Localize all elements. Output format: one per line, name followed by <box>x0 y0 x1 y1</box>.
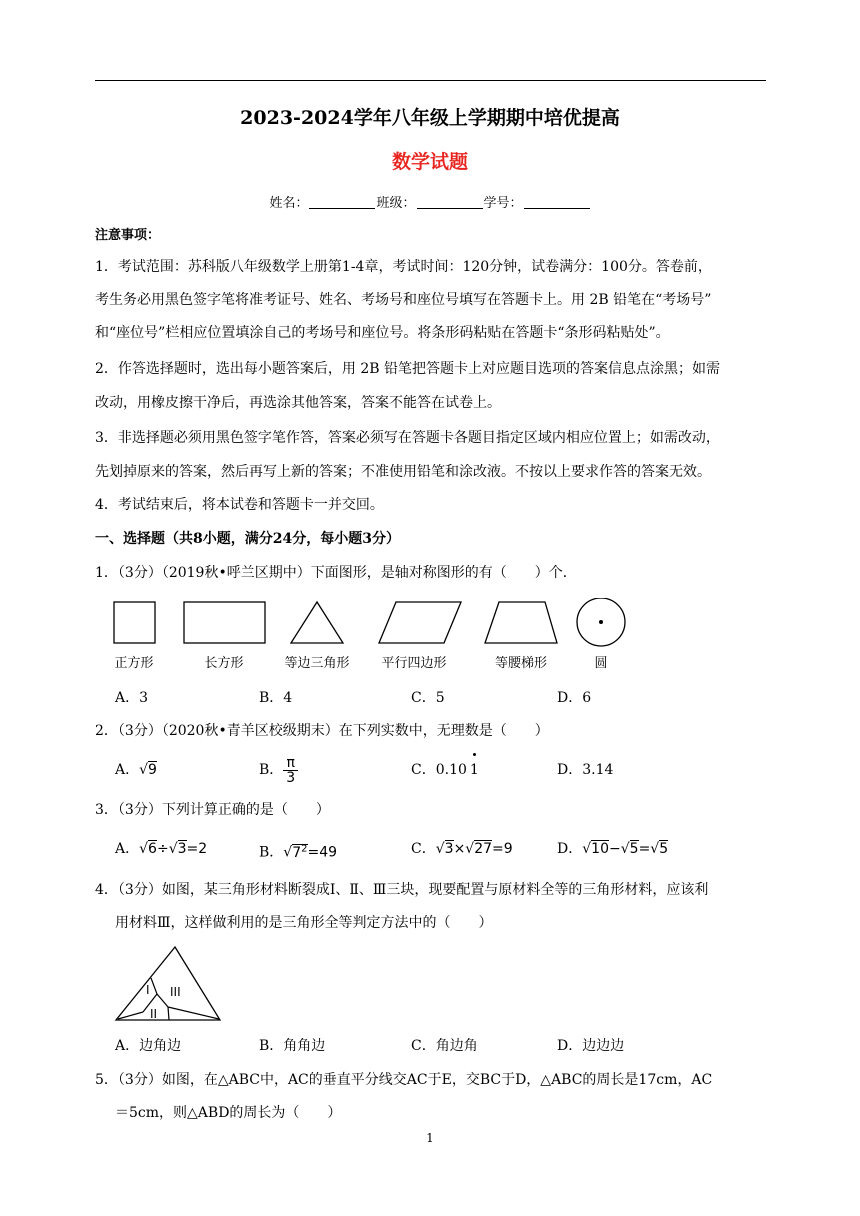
sqrt-symbol: √ <box>435 841 445 857</box>
decimal-value: 0.10 <box>435 762 467 778</box>
sqrt-symbol: √ <box>283 844 293 861</box>
id-blank[interactable] <box>524 196 590 209</box>
square-shape <box>114 602 155 643</box>
notes-line: 先划掉原来的答案，然后再写上新的答案；不准使用铅笔和涂改液。不按以上要求作答的答案无效。 <box>95 464 711 480</box>
radicand: 6 <box>148 841 157 857</box>
notes-line: 改动，用橡皮擦干净后，再选涂其他答案，答案不能答在试卷上。 <box>95 395 501 411</box>
piece-label: II <box>150 1007 158 1021</box>
section-heading: 一、选择题（共8小题，满分24分，每小题3分） <box>95 531 400 547</box>
isosceles-trapezoid-shape <box>485 602 557 643</box>
radicand: 10 <box>591 841 609 857</box>
q4-option-b[interactable]: B．角角边 <box>259 1038 326 1054</box>
rectangle-shape <box>184 602 265 643</box>
q5-stem-line1: 5．（3分）如图，在△ABC中，AC的垂直平分线交AC于E，交BC于D，△ABC的周长是17cm，AC <box>95 1072 713 1088</box>
q3-option-a[interactable] <box>115 839 207 859</box>
q4-option-a[interactable]: A．边角边 <box>115 1038 182 1054</box>
radicand: 3 <box>444 841 454 857</box>
q1-stem: 1．（3分）（2019秋•呼兰区期中）下面图形，是轴对称图形的有（ ）个． <box>95 565 577 581</box>
base: 7 <box>292 844 302 861</box>
q2-option-b[interactable] <box>259 753 298 787</box>
exponent: 2 <box>301 843 308 854</box>
shape-label: 圆 <box>594 656 608 671</box>
page-subtitle: 数学试题 <box>391 151 468 173</box>
shape-label: 正方形 <box>114 656 154 671</box>
q4-stem-line2: 用材料Ⅲ，这样做利用的是三角形全等判定方法中的（ ） <box>115 915 493 931</box>
q1-shapes-figure <box>108 598 638 672</box>
radicand: 9 <box>148 762 157 778</box>
q1-option-d[interactable]: D．6 <box>557 690 592 706</box>
shape-label: 平行四边形 <box>381 656 447 671</box>
radicand: 5 <box>629 841 639 857</box>
q2-option-c[interactable] <box>411 760 479 780</box>
piece-label: III <box>170 985 181 999</box>
q3-option-b[interactable] <box>259 839 337 863</box>
radicand: 27 <box>474 841 493 857</box>
option-label: B． <box>259 762 284 778</box>
option-label: D． <box>557 841 583 857</box>
pi-over-3-fraction <box>283 756 298 785</box>
q1-option-b[interactable]: B．4 <box>259 690 293 706</box>
notes-line: 3．非选择题必须用黑色签字笔作答，答案必须写在答题卡各题目指定区域内相应位置上；如需改动， <box>95 430 720 446</box>
q2-stem: 2．（3分）（2020秋•青羊区校级期末）在下列实数中，无理数是（ ） <box>95 723 549 739</box>
notes-line: 1．考试范围：苏科版八年级数学上册第1-4章，考试时间：120分钟，试卷满分：100分。答卷前， <box>95 259 712 275</box>
q2-option-a[interactable] <box>115 760 157 780</box>
q3-stem: 3．（3分）下列计算正确的是（ ） <box>95 802 330 818</box>
circle-center-dot <box>599 620 603 624</box>
q5-stem-line2: ＝5cm，则△ABD的周长为（ ） <box>115 1105 342 1121</box>
operator: × <box>453 841 466 857</box>
notes-line: 4．考试结束后，将本试卷和答题卡一并交回。 <box>95 497 384 513</box>
option-label: C． <box>411 762 436 778</box>
page-number: 1 <box>426 1131 434 1145</box>
q4-option-c[interactable]: C．角边角 <box>411 1038 478 1054</box>
page-title: 2023-2024学年八年级上学期期中培优提高 <box>240 107 620 129</box>
shape-label: 等边三角形 <box>284 656 350 671</box>
result: =9 <box>492 841 513 857</box>
result: =49 <box>307 844 338 861</box>
q1-option-a[interactable]: A．3 <box>115 690 149 706</box>
option-label: A． <box>115 841 140 857</box>
q4-broken-triangle-figure <box>113 944 223 1024</box>
sqrt-symbol: √ <box>650 841 660 857</box>
class-blank[interactable] <box>417 196 483 209</box>
parallelogram-shape <box>379 602 461 643</box>
radicand <box>292 844 307 861</box>
q3-option-d[interactable] <box>557 839 668 859</box>
q4-option-d[interactable]: D．边边边 <box>557 1038 625 1054</box>
crack-line <box>168 1007 219 1019</box>
sqrt-symbol: √ <box>465 841 475 857</box>
sqrt-symbol: √ <box>620 841 630 857</box>
shape-label: 长方形 <box>204 656 244 671</box>
crack-line <box>157 994 169 1020</box>
class-label: 班级： <box>376 196 416 211</box>
notes-line: 和“座位号”栏相应位置填涂自己的考场号和座位号。将条形码粘贴在答题卡“条形码粘贴处”。 <box>95 325 670 341</box>
student-info-line <box>0 192 860 211</box>
q2-option-d[interactable]: D．3.14 <box>557 762 614 778</box>
fraction-numerator: π <box>283 756 298 771</box>
radicand: 3 <box>177 841 187 857</box>
name-blank[interactable] <box>309 196 375 209</box>
sqrt-symbol: √ <box>139 762 149 778</box>
sqrt-symbol: √ <box>168 841 178 857</box>
equilateral-triangle-shape <box>291 602 343 643</box>
piece-label: I <box>146 983 150 997</box>
notes-line: 2．作答选择题时，选出每小题答案后，用 2B 铅笔把答题卡上对应题目选项的答案信息点涂黑；如需 <box>95 361 721 377</box>
sqrt-symbol: √ <box>139 841 149 857</box>
operator: − <box>608 841 621 857</box>
option-label: B． <box>259 844 284 861</box>
shape-label: 等腰梯形 <box>494 656 548 671</box>
q3-option-c[interactable] <box>411 839 513 859</box>
notes-line: 考生务必用黑色签字笔将准考证号、姓名、考场号和座位号填写在答题卡上。用 2B 铅笔在“考场号” <box>95 292 712 308</box>
option-label: A． <box>115 762 140 778</box>
q1-option-c[interactable]: C．5 <box>411 690 445 706</box>
operator: = <box>638 841 651 857</box>
notes-heading: 注意事项： <box>95 228 161 243</box>
option-label: C． <box>411 841 436 857</box>
id-label: 学号： <box>483 196 523 211</box>
repeating-digit: 1 <box>469 762 479 778</box>
fraction-denominator: 3 <box>286 769 296 786</box>
name-label: 姓名： <box>269 196 309 211</box>
operator: ÷ <box>156 841 169 857</box>
radicand: 5 <box>659 841 669 857</box>
sqrt-symbol: √ <box>582 841 592 857</box>
result: =2 <box>186 841 208 857</box>
header-rule <box>95 80 766 81</box>
q4-stem-line1: 4．（3分）如图，某三角形材料断裂成Ⅰ、Ⅱ、Ⅲ三块，现要配置与原材料全等的三角形材料，应该利 <box>95 882 709 898</box>
